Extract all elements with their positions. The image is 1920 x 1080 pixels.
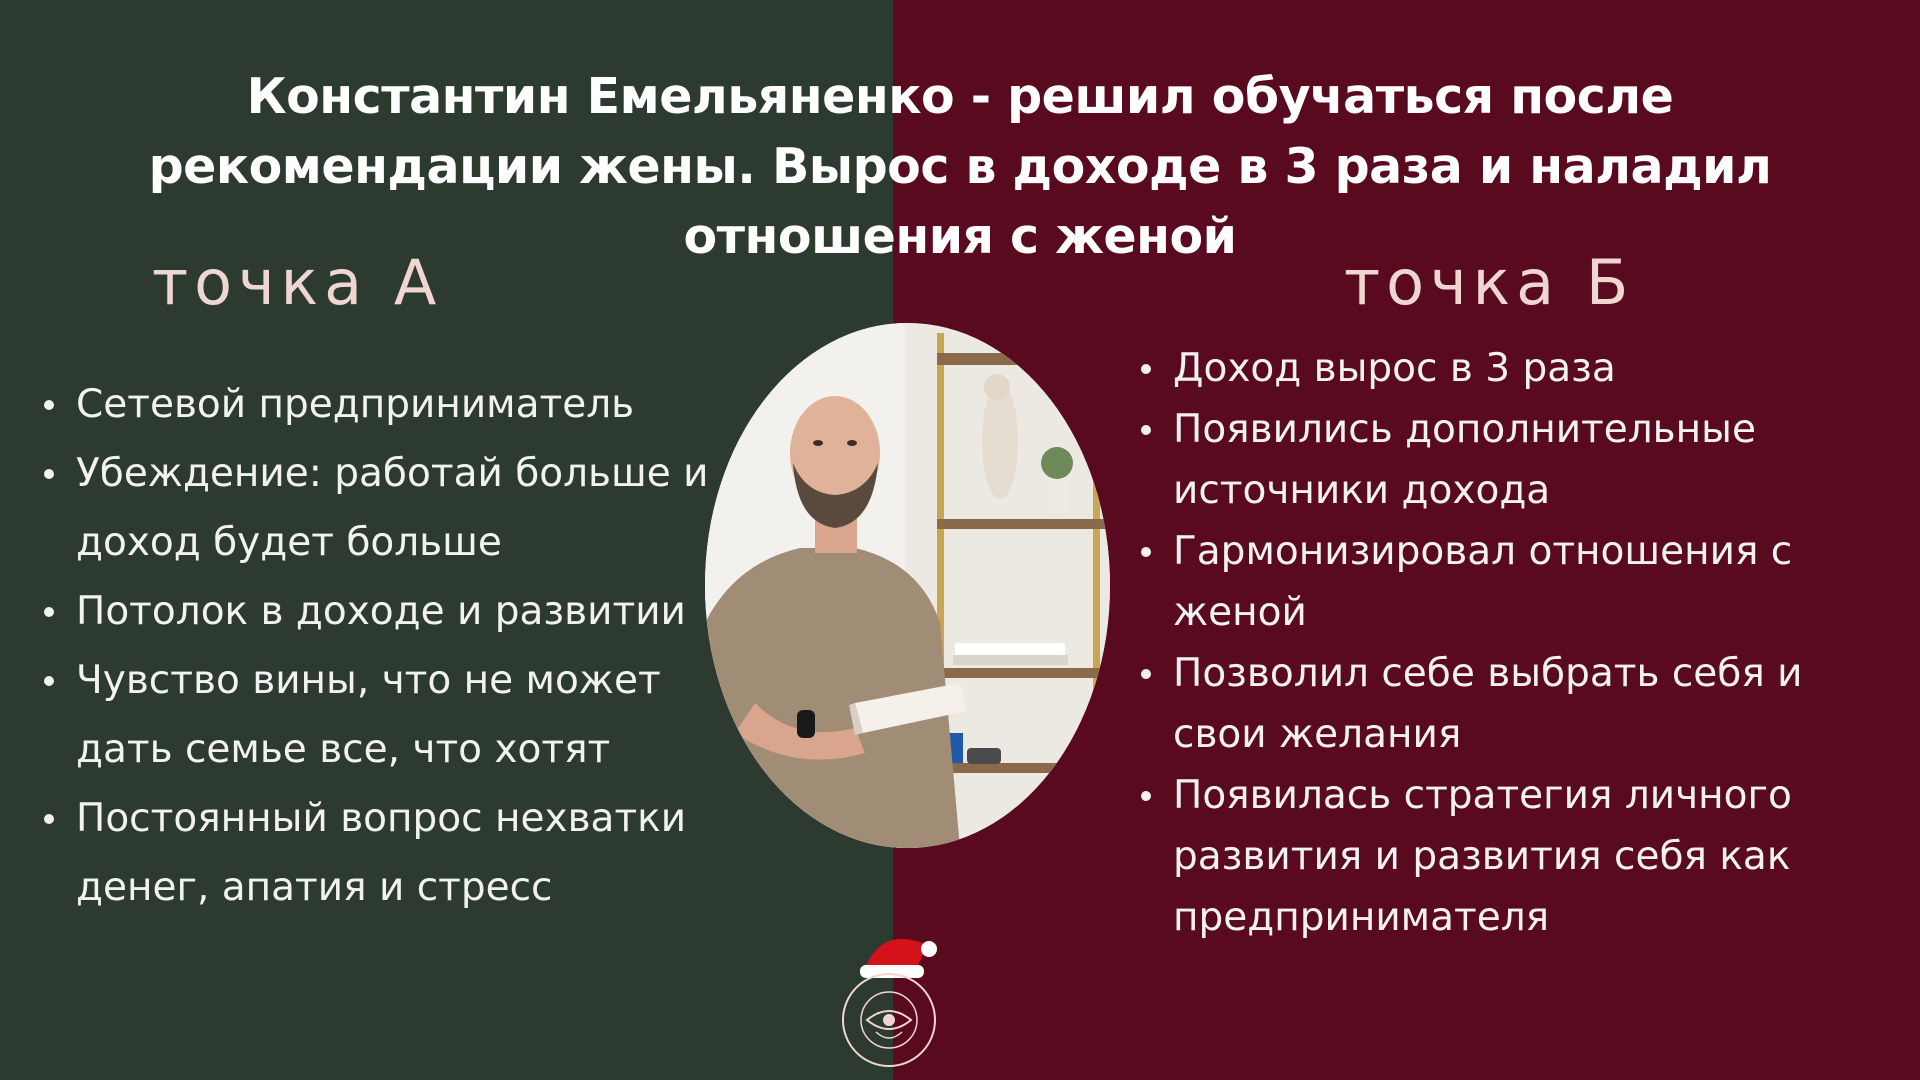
point-b-item: Появилась стратегия личного развития и развития себя как предпринимателя xyxy=(1141,765,1901,948)
portrait-illustration xyxy=(705,323,1110,848)
point-a-item: Убеждение: работай больше и доход будет больше xyxy=(44,439,724,577)
point-a-list xyxy=(44,370,724,922)
point-b-item: Позволил себе выбрать себя и свои желания xyxy=(1141,643,1901,765)
point-b-list xyxy=(1141,338,1901,948)
academy-logo xyxy=(832,920,952,1070)
point-a-item: Постоянный вопрос нехватки денег, апатия и стресс xyxy=(44,784,724,922)
title-line-1: Константин Емельяненко - решил обучаться после xyxy=(246,68,1674,125)
point-b-heading: точка Б xyxy=(1344,246,1635,319)
point-b-item: Появились дополнительные источники дохода xyxy=(1141,399,1901,521)
point-a-item: Сетевой предприниматель xyxy=(44,370,724,439)
slide-title xyxy=(120,62,1800,272)
point-a-heading: точка А xyxy=(152,246,443,319)
point-b-item: Доход вырос в 3 раза xyxy=(1141,338,1901,399)
title-line-2: рекомендации жены. Вырос в доходе в 3 раза и наладил xyxy=(148,138,1772,195)
point-a-item: Потолок в доходе и развитии xyxy=(44,577,724,646)
point-b-item: Гармонизировал отношения с женой xyxy=(1141,521,1901,643)
point-a-item: Чувство вины, что не может дать семье все, что хотят xyxy=(44,646,724,784)
portrait-photo xyxy=(705,323,1110,848)
title-line-3: отношения с женой xyxy=(683,208,1237,265)
